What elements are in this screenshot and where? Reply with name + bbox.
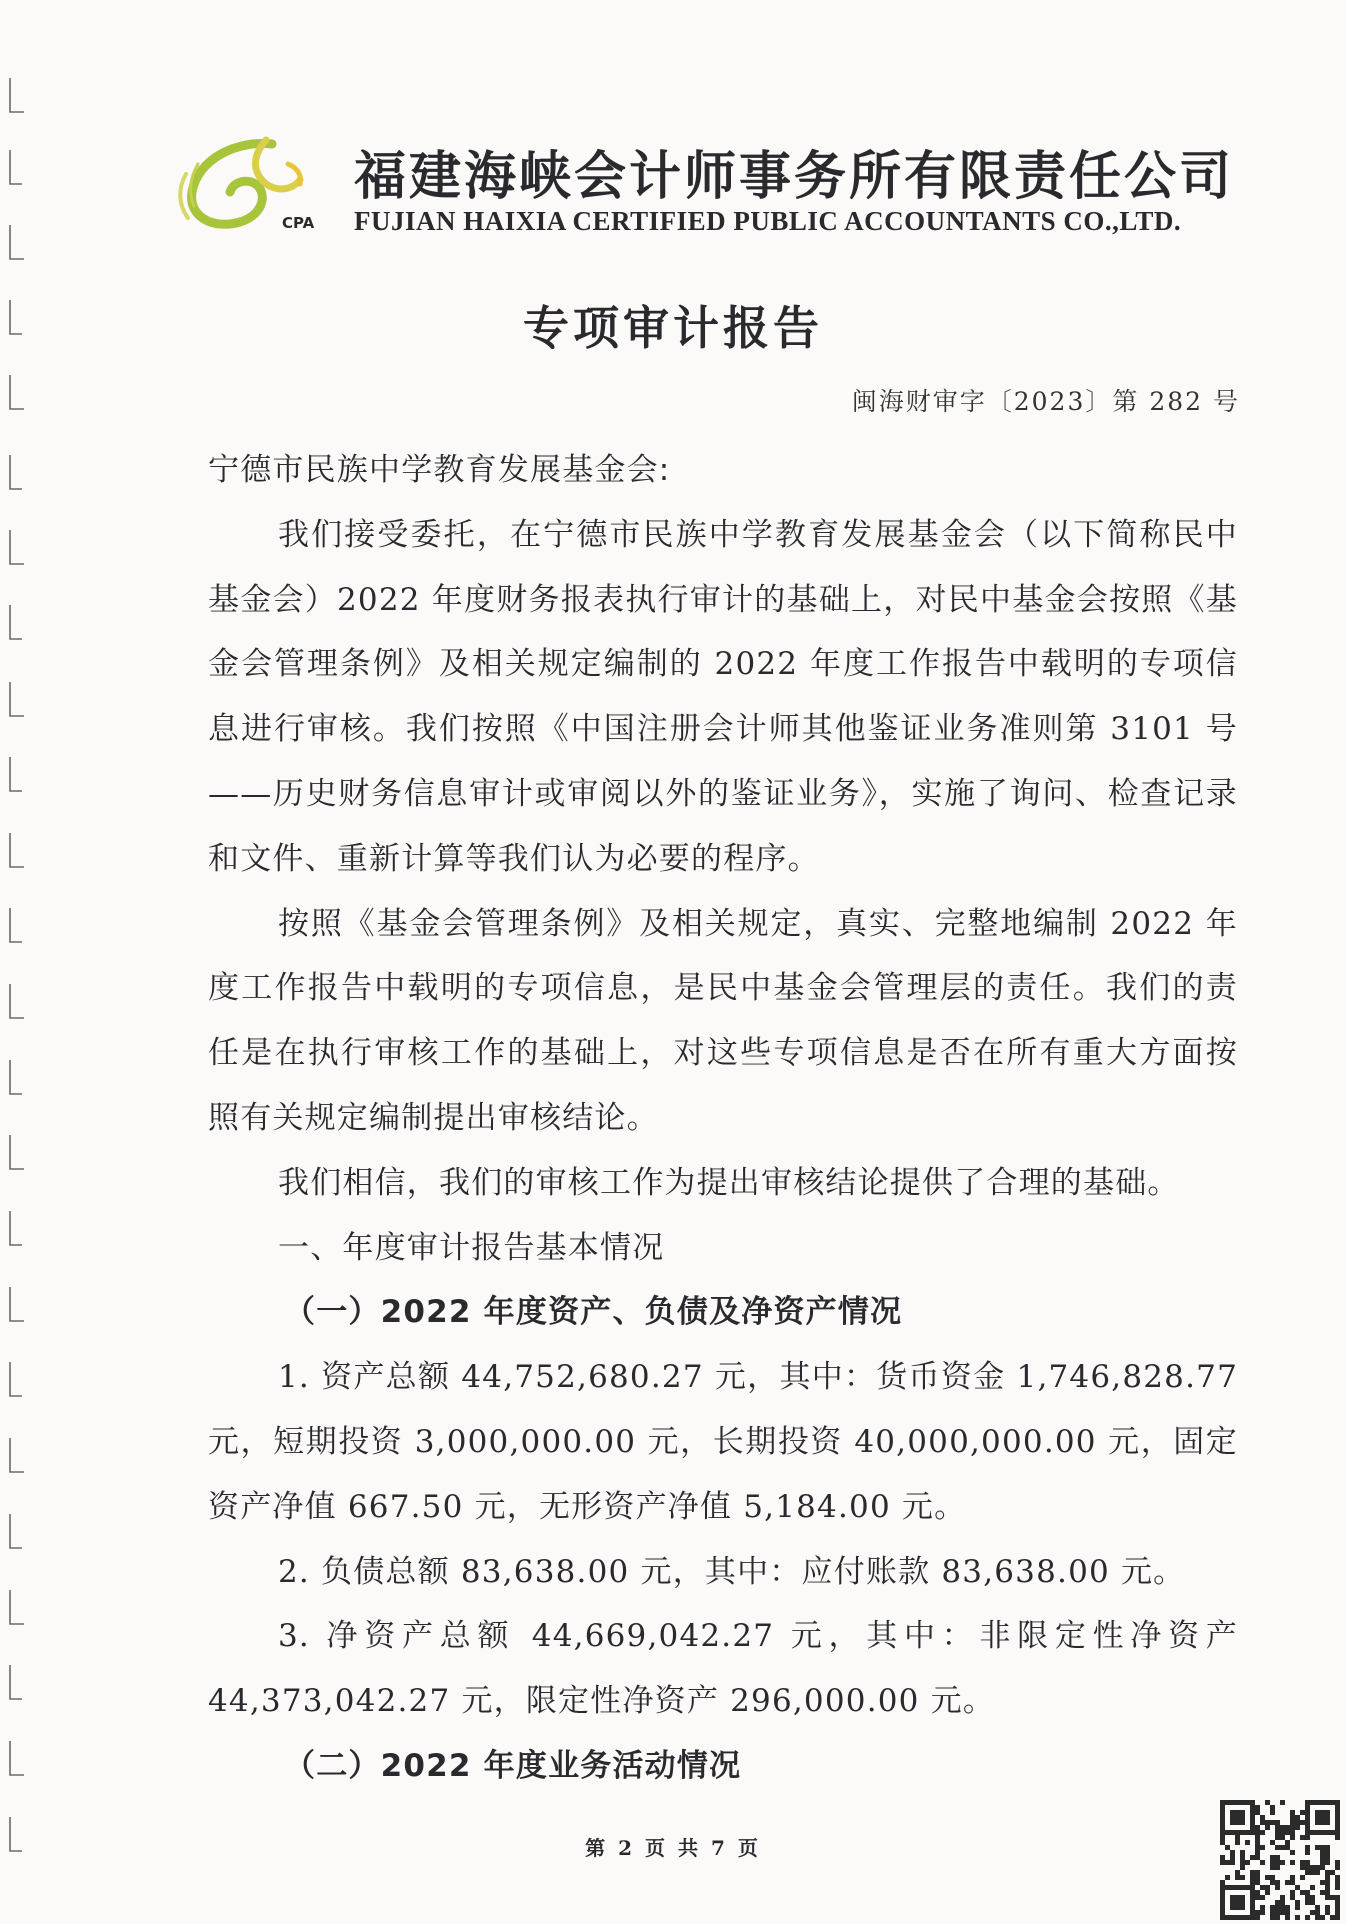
- list-item-net-assets: 3. 净资产总额 44,669,042.27 元，其中：非限定性净资产 44,373,042.27 元，限定性净资产 296,000.00 元。: [208, 1618, 1238, 1720]
- cpa-logo-icon: [168, 134, 318, 234]
- letterhead: [168, 130, 1235, 240]
- subsection-heading-1: （一）2022 年度资产、负债及净资产情况: [284, 1294, 903, 1331]
- paragraph-engagement: 我们接受委托，在宁德市民族中学教育发展基金会（以下简称民中基金会）2022 年度财务报表执行审计的基础上，对民中基金会按照《基金会管理条例》及相关规定编制的 2022 年度工作报告中载明的专项信息进行审核。我们按照《中国注册会计师其他鉴证业务准则第 3101 号——历史财务信息审计或审阅以外的鉴证业务》，实施了询问、检查记录和文件、重新计算等我们认为必要的程序。: [208, 516, 1238, 877]
- paragraph-responsibility: 按照《基金会管理条例》及相关规定，真实、完整地编制 2022 年度工作报告中载明的专项信息，是民中基金会管理层的责任。我们的责任是在执行审核工作的基础上，对这些专项信息是否在所有重大方面按照有关规定编制提出审核结论。: [208, 905, 1238, 1136]
- addressee: 宁德市民族中学教育发展基金会:: [208, 452, 671, 488]
- subsection-heading-2: （二）2022 年度业务活动情况: [284, 1747, 742, 1784]
- page-number: 第 2 页 共 7 页: [585, 1836, 761, 1860]
- list-item-assets: 1. 资产总额 44,752,680.27 元，其中：货币资金 1,746,828.77 元，短期投资 3,000,000.00 元，长期投资 40,000,000.00 元，固定资产净值 667.50 元，无形资产净值 5,184.00 元。: [208, 1359, 1238, 1525]
- document-number: 闽海财审字〔2023〕第 282 号: [851, 387, 1240, 416]
- list-item-liabilities: 2. 负债总额 83,638.00 元，其中：应付账款 83,638.00 元。: [278, 1553, 1186, 1590]
- section-heading-1: 一、年度审计报告基本情况: [278, 1229, 665, 1266]
- report-body: [208, 438, 1238, 1799]
- paragraph-basis: 我们相信，我们的审核工作为提出审核结论提供了合理的基础。: [278, 1164, 1180, 1201]
- qr-code-icon: [1216, 1798, 1344, 1920]
- report-title: 专项审计报告: [523, 301, 823, 355]
- company-name-en: FUJIAN HAIXIA CERTIFIED PUBLIC ACCOUNTANTS CO.,LTD.: [354, 206, 1182, 236]
- binding-edge: [0, 0, 40, 1920]
- logo-cpa-text: CPA: [282, 214, 315, 232]
- company-name-cn: 福建海峡会计师事务所有限责任公司: [354, 147, 1235, 207]
